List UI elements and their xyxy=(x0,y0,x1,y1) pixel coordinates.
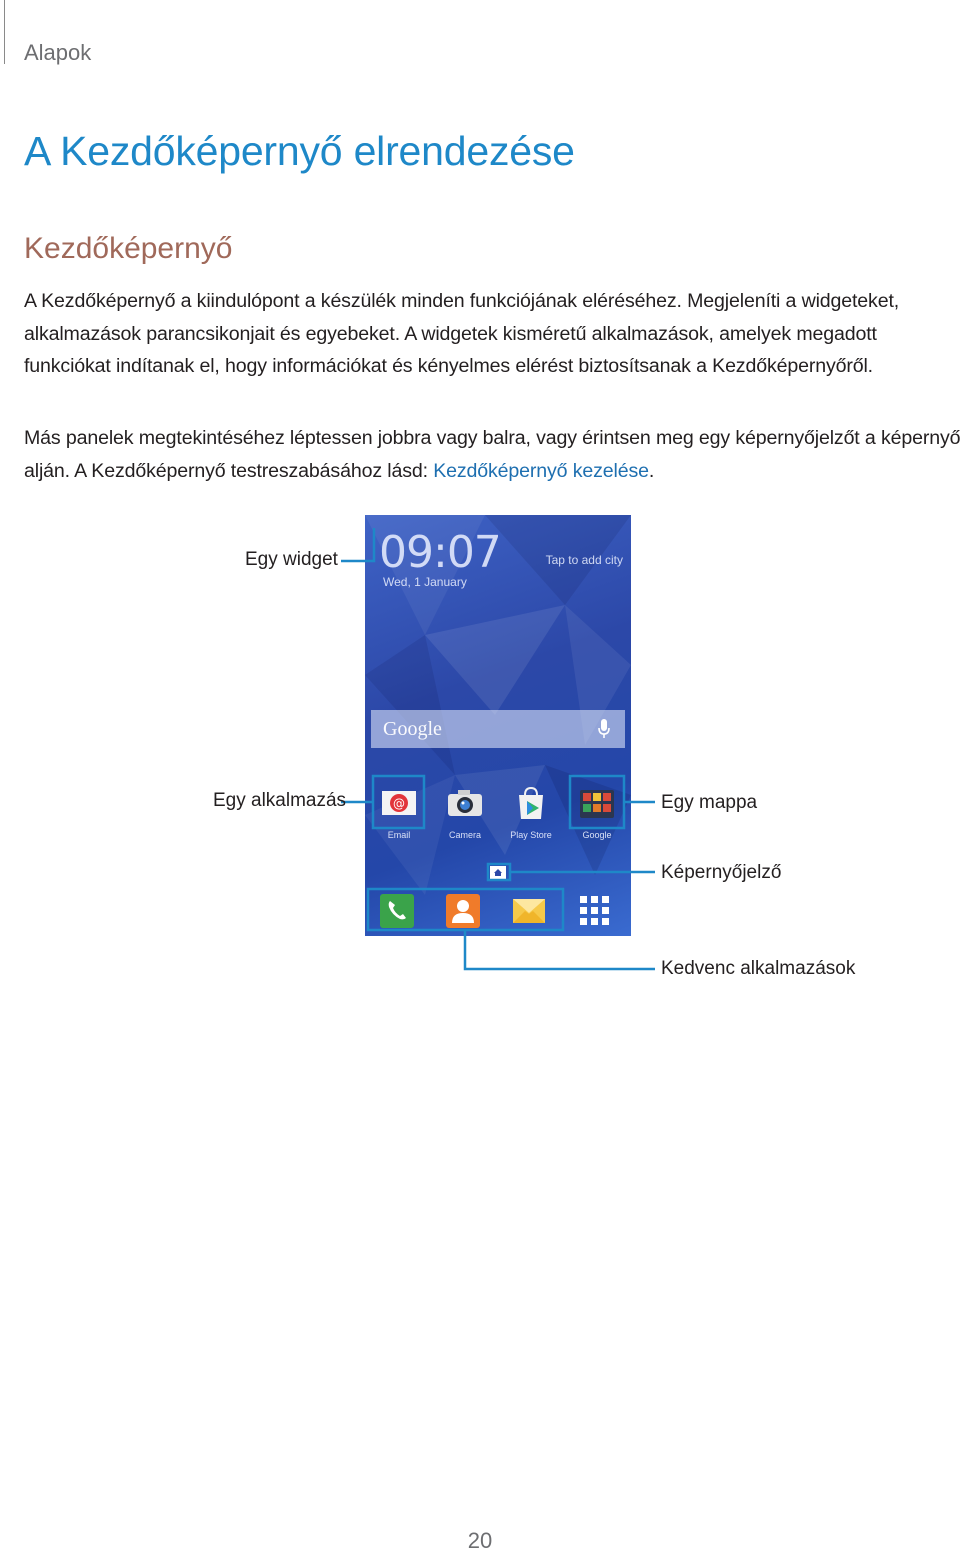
weather-add-city[interactable]: Tap to add city xyxy=(545,553,623,567)
folder-callout-label: Egy mappa xyxy=(661,792,758,813)
indicator-highlight-box xyxy=(488,864,510,880)
favorites-highlight-box xyxy=(368,889,563,930)
clock-widget-date: Wed, 1 January xyxy=(383,575,467,589)
svg-text:@: @ xyxy=(393,796,405,811)
intro-paragraph: A Kezdőképernyő a kiindulópont a készülék minden funkciójának eléréséhez. Megjeleníti a widgeteket, alkalmazások parancsikonjait és egyebeket. A widgetek kisméretű alkalmazások, amelyek megadott funkciókat indítanak el, hogy információkat és kényelmes elérést biztosítsanak a Kezdőképernyőről. xyxy=(24,290,900,377)
section-label: Alapok xyxy=(24,40,92,65)
page-title: A Kezdőképernyő elrendezése xyxy=(24,128,575,174)
manage-home-screen-link[interactable]: Kezdőképernyő kezelése xyxy=(433,459,649,482)
indicator-callout-label: Képernyőjelző xyxy=(661,862,782,883)
favorites-callout-line xyxy=(465,930,655,969)
folder-highlight-box xyxy=(570,776,624,828)
search-placeholder: Google xyxy=(383,718,442,740)
app-highlight-box xyxy=(373,776,424,828)
navigation-paragraph-text: Más panelek megtekintéséhez léptessen jobbra vagy balra, vagy érintsen meg egy képernyőjelzőt a képernyő alján. A Kezdőképernyő testreszabásához lásd: xyxy=(24,427,960,482)
clock-widget-time[interactable]: 09:07 xyxy=(379,527,501,578)
play-store-app-label: Play Store xyxy=(510,830,552,840)
email-app-label: Email xyxy=(387,830,411,840)
section-subtitle: Kezdőképernyő xyxy=(24,232,233,265)
favorites-callout-label: Kedvenc alkalmazások xyxy=(661,958,856,979)
google-folder-label: Google xyxy=(582,830,612,840)
camera-app-label: Camera xyxy=(448,830,481,840)
widget-callout-line xyxy=(341,528,374,561)
app-callout-label: Egy alkalmazás xyxy=(213,790,347,811)
widget-callout-label: Egy widget xyxy=(245,549,338,570)
navigation-paragraph-end: . xyxy=(648,459,655,482)
page-number: 20 xyxy=(467,1528,493,1553)
